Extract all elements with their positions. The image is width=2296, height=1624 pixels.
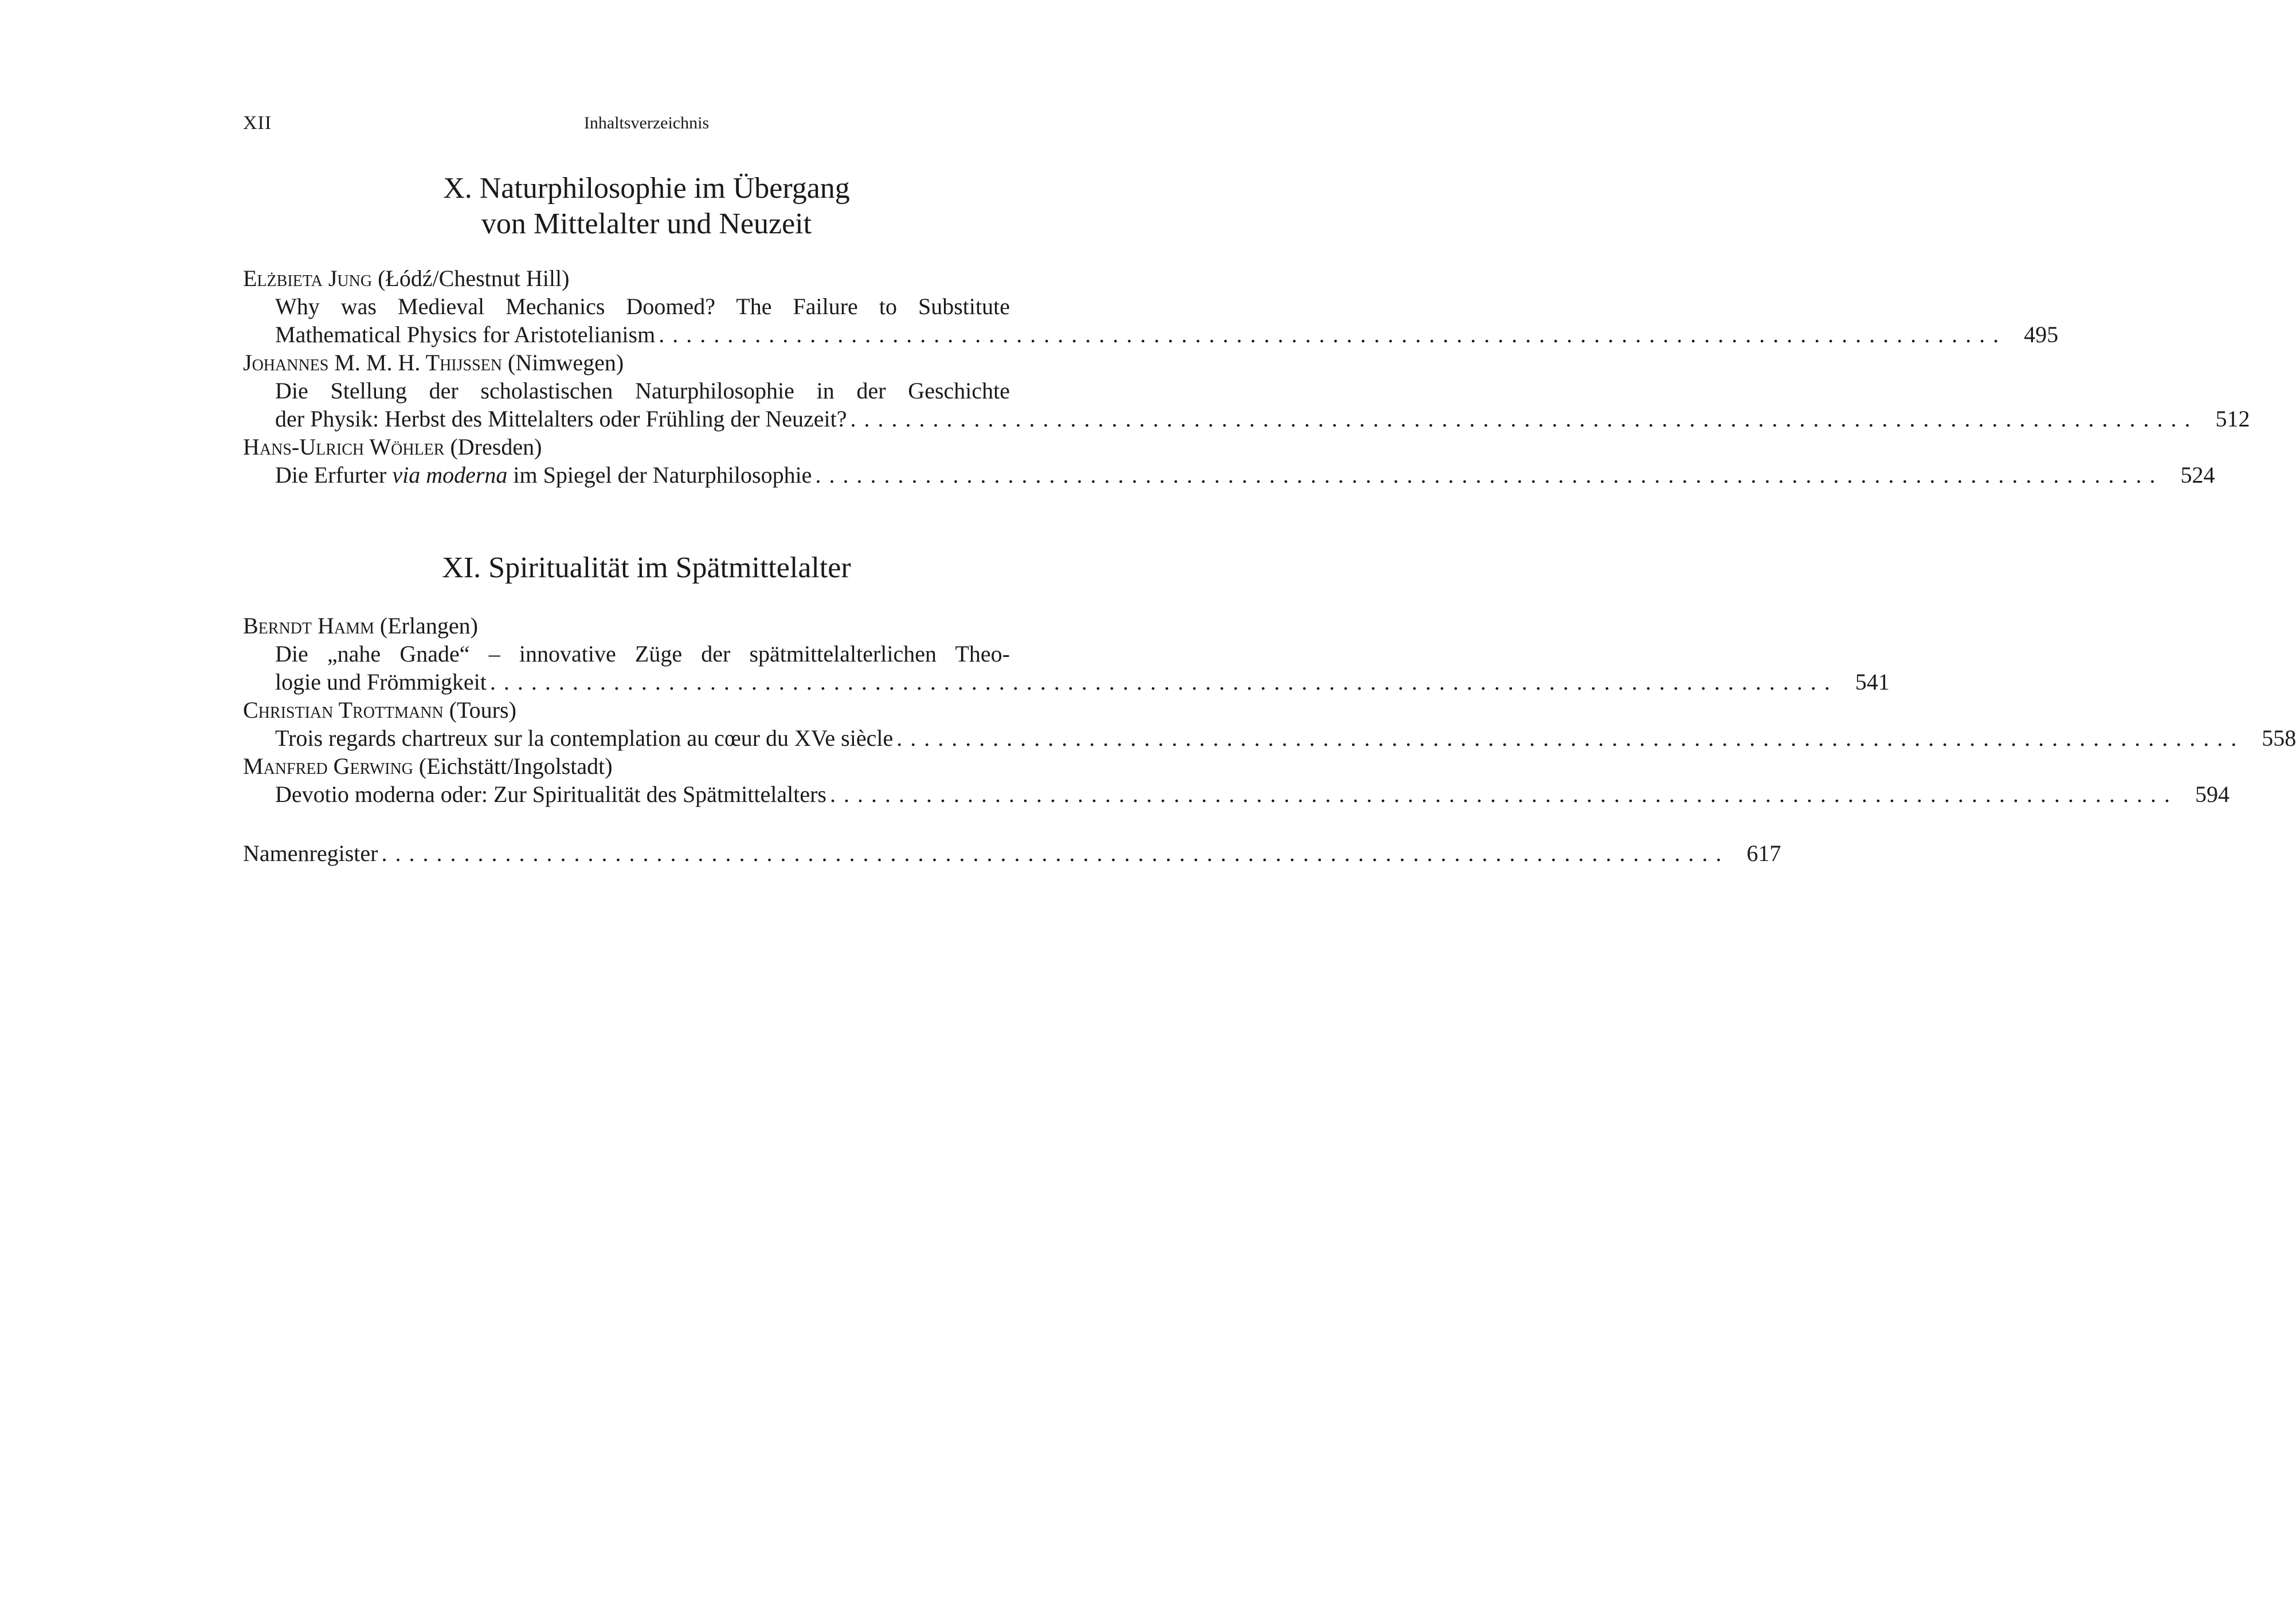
section-title-line: von Mittelalter und Neuzeit xyxy=(481,208,812,240)
entry-author xyxy=(243,433,1050,461)
index-label: Namenregister xyxy=(243,840,378,866)
entry-page-number: 512 xyxy=(2215,406,2250,432)
entry-page-number: 594 xyxy=(2195,781,2230,807)
dot-leader: .................................................................................................. xyxy=(896,725,2245,751)
author-name: Berndt Hamm xyxy=(243,613,374,639)
author-name: Elżbieta Jung xyxy=(243,265,373,291)
author-place: (Nimwegen) xyxy=(508,350,624,375)
entry-page-number: 524 xyxy=(2180,462,2215,488)
author-name: Johannes M. M. H. Thijssen xyxy=(243,350,502,375)
section-x-entries xyxy=(243,264,2250,489)
author-name: Hans-Ulrich Wöhler xyxy=(243,434,445,460)
author-name: Manfred Gerwing xyxy=(243,753,413,779)
section-title-xi xyxy=(243,550,1050,586)
section-title-x xyxy=(243,171,1050,242)
toc-entry xyxy=(243,696,2296,752)
entry-title-last-line[interactable] xyxy=(243,668,1890,696)
entry-author xyxy=(243,349,1050,377)
entry-author xyxy=(243,264,1050,292)
entry-title-text: Devotio moderna oder: Zur Spiritualität des Spätmittelalters xyxy=(275,781,826,807)
entry-title-text: Mathematical Physics for Aristotelianism xyxy=(275,322,656,347)
author-place: (Dresden) xyxy=(450,434,542,460)
dot-leader: .................................................................................................. xyxy=(489,669,1838,695)
entry-title-last-line[interactable] xyxy=(243,724,2296,752)
entry-page-number: 558 xyxy=(2262,725,2296,751)
section-title-line: XI. Spiritualität im Spätmittelalter xyxy=(442,551,851,584)
author-place: (Łódź/Chestnut Hill) xyxy=(378,265,570,291)
entry-title-line: Die Stellung der scholastischen Naturphilosophie in der Geschichte xyxy=(275,378,1010,404)
entry-title-last-line[interactable] xyxy=(243,780,2230,808)
index-entry[interactable] xyxy=(243,839,1781,867)
dot-leader: .................................................................................................. xyxy=(659,322,2007,347)
entry-author xyxy=(243,696,1050,724)
entry-author xyxy=(243,752,1050,780)
author-place: (Tours) xyxy=(449,697,516,723)
entry-title-text xyxy=(275,461,812,489)
section-title-line: X. Naturphilosophie im Übergang xyxy=(443,172,850,205)
entry-title-text: Trois regards chartreux sur la contemplation au cœur du XVe siècle xyxy=(275,725,894,751)
dot-leader: .................................................................................................. xyxy=(381,840,1730,866)
author-place: (Eichstätt/Ingolstadt) xyxy=(418,753,613,779)
toc-entry xyxy=(243,752,2230,808)
entry-page-number: 541 xyxy=(1855,669,1890,695)
toc-entry xyxy=(243,433,2215,489)
entry-title-text: der Physik: Herbst des Mittelalters oder Frühling der Neuzeit? xyxy=(275,406,847,432)
index-page-number: 617 xyxy=(1746,840,1781,866)
entry-title-last-line[interactable] xyxy=(243,461,2215,489)
toc-entry xyxy=(243,264,2059,349)
section-xi-entries xyxy=(243,612,2296,808)
author-place: (Erlangen) xyxy=(379,613,478,639)
entry-page-number: 495 xyxy=(2024,322,2059,347)
running-head xyxy=(243,112,1050,141)
entry-title-text: logie und Frömmigkeit xyxy=(275,669,487,695)
index-entry-block xyxy=(243,839,1781,867)
dot-leader: .................................................................................................. xyxy=(815,462,2164,488)
dot-leader: .................................................................................................. xyxy=(830,781,2178,807)
running-title: Inhaltsverzeichnis xyxy=(583,114,710,132)
entry-title-line: Die „nahe Gnade“ – innovative Züge der spätmittelalterlichen Theo- xyxy=(275,641,1010,667)
dot-leader: .................................................................................................. xyxy=(850,406,2199,432)
entry-author xyxy=(243,612,1050,640)
toc-entry xyxy=(243,612,1890,696)
entry-title-last-line[interactable] xyxy=(243,320,2059,349)
title-text-before: Die Erfurter xyxy=(275,462,387,488)
title-text-after: im Spiegel der Naturphilosophie xyxy=(513,462,812,488)
page-number: XII xyxy=(243,112,272,134)
author-name: Christian Trottmann xyxy=(243,697,444,723)
entry-title-last-line[interactable] xyxy=(243,405,2250,433)
entry-title-line: Why was Medieval Mechanics Doomed? The Failure to Substitute xyxy=(275,294,1010,319)
title-text-italic: via moderna xyxy=(392,462,508,488)
toc-entry xyxy=(243,349,2250,433)
